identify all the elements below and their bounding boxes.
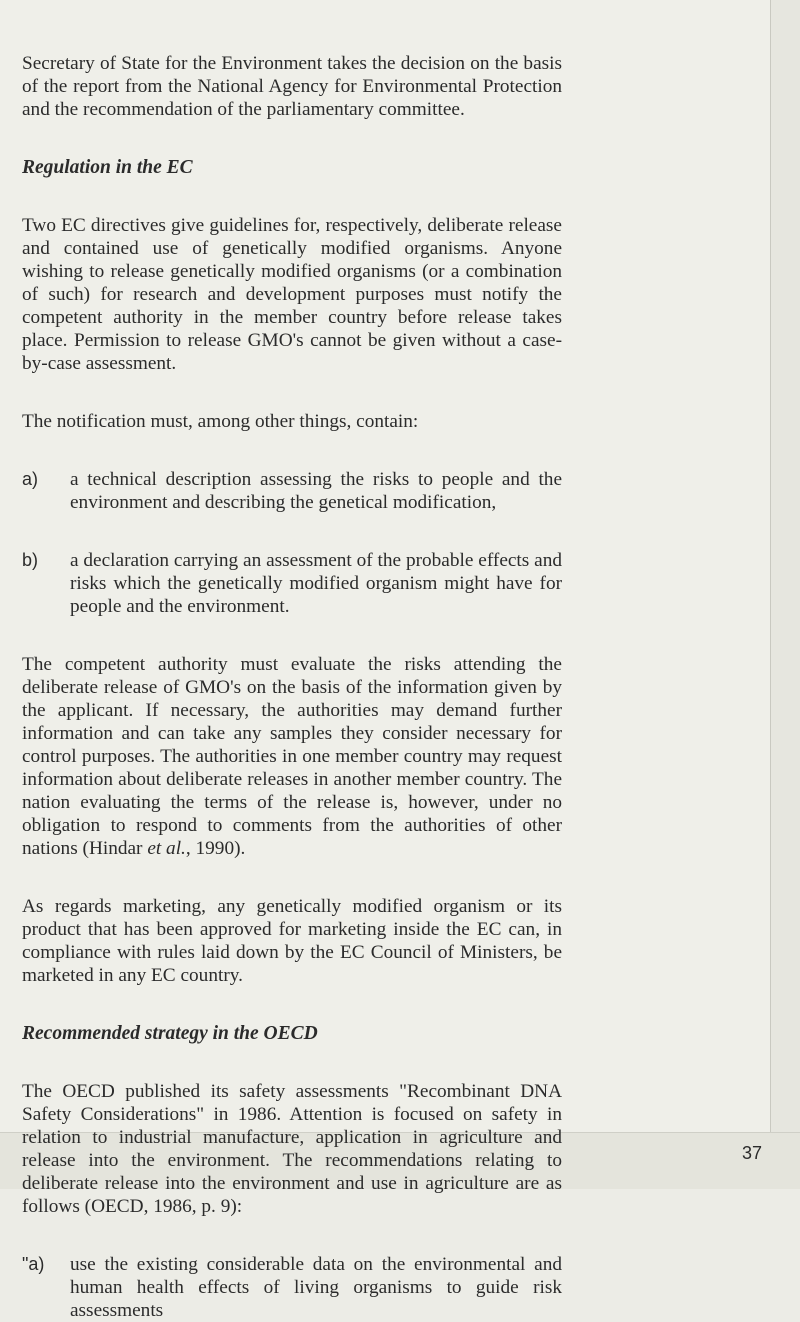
list-item-a <box>22 468 562 514</box>
paragraph-notification: The notification must, among other things, contain: <box>22 411 419 432</box>
paragraph-competent-authority: The competent authority must evaluate the risks attending the deliberate release of GMO's on the basis of the information given by the applicant. If necessary, the authorities may demand further information and can take any samples they consider necessary for control purposes. The authorities in one member country may request information about deliberate releases in another member country. The nation evaluating the terms of the release is, however, under no obligation to respond to comments from the authorities of other nations (Hindar et al., 1990). <box>22 654 562 859</box>
paragraph-marketing: As regards marketing, any genetically modified organism or its product that has been approved for marketing inside the EC can, in compliance with rules laid down by the EC Council of Ministers, be marketed in any EC country. <box>22 896 562 986</box>
list-text: a declaration carrying an assessment of the probable effects and risks which the genetically modified organism might have for people and the environment. <box>70 550 562 617</box>
page-number: 37 <box>742 1143 763 1163</box>
paragraph-oecd: The OECD published its safety assessments "Recombinant DNA Safety Considerations" in 1986. Attention is focused on safety in relation to industrial manufacture, application in agriculture and release into the environment. The recommendations relating to deliberate release into the environment and use in agriculture are as follows (OECD, 1986, p. 9): <box>22 1081 562 1217</box>
paragraph-ec-directives: Two EC directives give guidelines for, respectively, deliberate release and contained use of genetically modified organisms. Anyone wishing to release genetically modified organisms (or a combination of such) for research and development purposes must notify the competent authority in the member country before release takes place. Permission to release GMO's cannot be given without a case-by-case assessment. <box>22 215 562 374</box>
paragraph-decision: Secretary of State for the Environment takes the decision on the basis of the report from the National Agency for Environmental Protection and the recommendation of the parliamentary committee. <box>22 53 562 120</box>
list-marker: b) <box>22 550 39 570</box>
heading-oecd-strategy: Recommended strategy in the OECD <box>22 1023 318 1044</box>
quote-marker: "a) <box>22 1254 45 1274</box>
list-marker: a) <box>22 469 39 489</box>
document-body <box>22 52 562 1322</box>
quote-text: use the existing considerable data on the environmental and human health effects of living organisms to guide risk assessments <box>70 1254 562 1321</box>
quote-item-a <box>22 1253 562 1322</box>
list-item-b <box>22 549 562 618</box>
list-text: a technical description assessing the risks to people and the environment and describing the genetical modification, <box>70 469 562 513</box>
page-edge-right <box>770 0 800 1188</box>
heading-regulation-ec: Regulation in the EC <box>22 157 193 178</box>
